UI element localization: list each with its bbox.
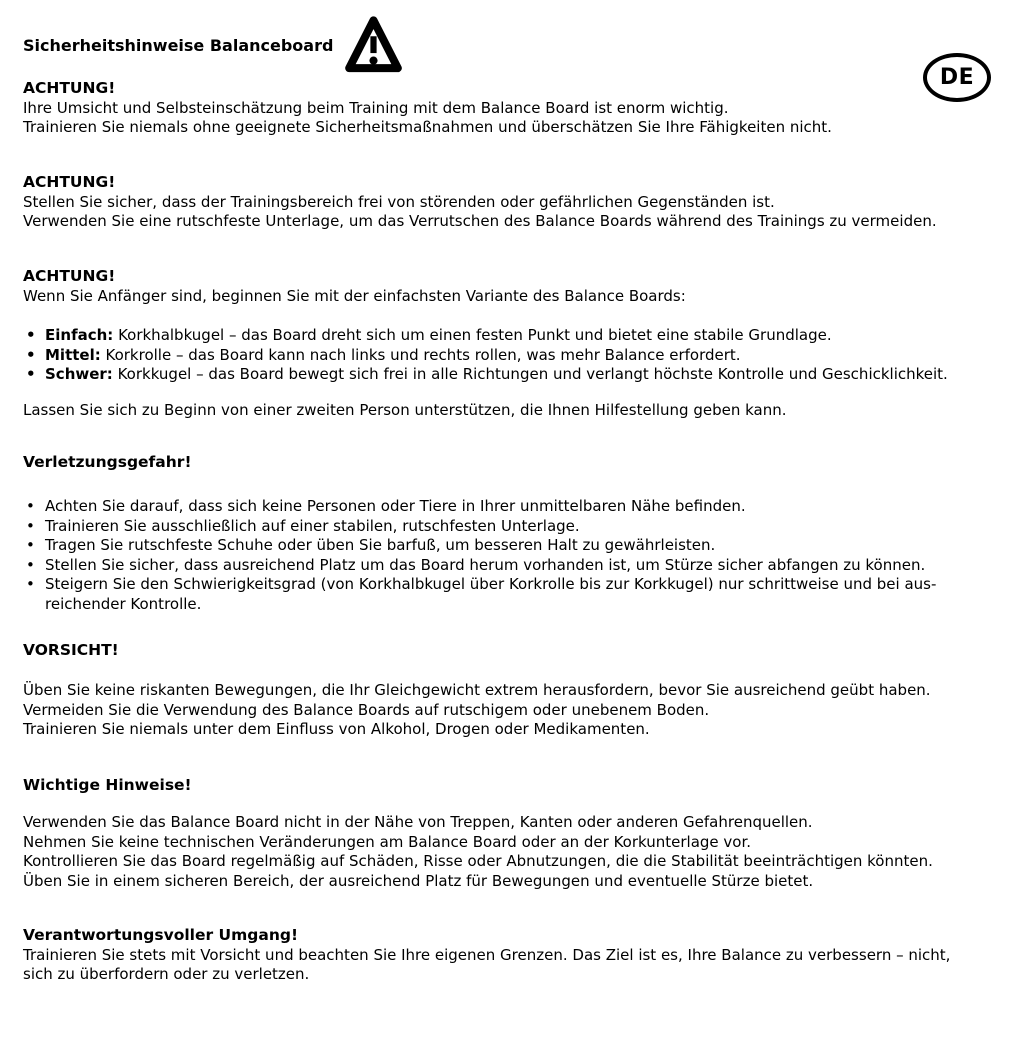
section-heading: ACHTUNG! [23, 173, 116, 191]
section-vorsicht [23, 641, 1029, 740]
list-item-text: Korkrolle – das Board kann nach links und rechts rollen, was mehr Balance erfordert. [100, 345, 741, 364]
difficulty-list [23, 326, 1029, 385]
document-page [0, 15, 1029, 1044]
list-item: • Stellen Sie sicher, dass ausreichend Platz um das Board herum vorhanden ist, um Stürze sicher abfangen zu können. [23, 556, 1029, 576]
section-verantwortungsvoller-umgang [23, 926, 1029, 985]
section-text: Verwenden Sie das Balance Board nicht in der Nähe von Treppen, Kanten oder anderen Gefahrenquellen. Nehmen Sie keine technischen Veränderungen am Balance Board oder an der Korkunterlage vor. Kontrollieren Sie das Board regelmäßig auf Schäden, Risse oder Abnutzungen, die die Stabilität beeinträchtigen könnten. Üben Sie in einem sicheren Bereich, der ausreichend Platz für Bewegungen und eventuelle Stürze bietet. [23, 813, 933, 890]
section-text: Stellen Sie sicher, dass der Trainingsbereich frei von störenden oder gefährlichen Gegenständen ist. Verwenden Sie eine rutschfeste Unterlage, um das Verrutschen des Balance Boards während des Trainings zu vermeiden. [23, 192, 937, 230]
section-text: Üben Sie keine riskanten Bewegungen, die Ihr Gleichgewicht extrem herausfordern, bevor Sie ausreichend geübt haben. Vermeiden Sie die Verwendung des Balance Boards auf rutschigem oder unebenem Boden. Trainieren Sie niemals unter dem Einfluss von Alkohol, Drogen oder Medikamenten. [23, 681, 931, 738]
section-outro: Lassen Sie sich zu Beginn von einer zweiten Person unterstützen, die Ihnen Hilfestellung geben kann. [23, 401, 787, 419]
language-badge [923, 53, 991, 102]
section-achtung-1 [23, 79, 1029, 138]
warning-triangle-icon [345, 15, 402, 77]
list-item-einfach [23, 326, 1029, 346]
section-verletzungsgefahr [23, 453, 1029, 614]
list-item-lead: Schwer: [45, 365, 113, 383]
list-item: • Achten Sie darauf, dass sich keine Personen oder Tiere in Ihrer unmittelbaren Nähe befinden. [23, 497, 1029, 517]
list-item: • Steigern Sie den Schwierigkeitsgrad (von Korkhalbkugel über Korkrolle bis zur Korkkugel) nur schrittweise und bei aus- reichender Kontrolle. [23, 575, 1029, 614]
section-intro: Wenn Sie Anfänger sind, beginnen Sie mit der einfachsten Variante des Balance Boards: [23, 286, 686, 305]
section-heading: Wichtige Hinweise! [23, 776, 192, 794]
list-item-mittel [23, 346, 1029, 366]
section-text: Trainieren Sie stets mit Vorsicht und beachten Sie Ihre eigenen Grenzen. Das Ziel ist es, Ihre Balance zu verbessern – nicht, sich zu überfordern oder zu verletzen. [23, 945, 951, 983]
list-item-lead: Einfach: [45, 326, 114, 344]
list-item: • Trainieren Sie ausschließlich auf einer stabilen, rutschfesten Unterlage. [23, 517, 1029, 537]
page-title: Sicherheitshinweise Balanceboard [23, 36, 334, 56]
document-header [23, 15, 1029, 77]
list-item-lead: Mittel: [45, 345, 101, 364]
section-heading: Verletzungsgefahr! [23, 453, 192, 471]
language-badge-label: DE [939, 64, 975, 90]
list-item: • Tragen Sie rutschfeste Schuhe oder üben Sie barfuß, um besseren Halt zu gewährleisten. [23, 536, 1029, 556]
section-heading: Verantwortungsvoller Umgang! [23, 926, 299, 944]
section-achtung-3 [23, 267, 1029, 421]
section-heading: ACHTUNG! [23, 267, 116, 285]
section-text: Ihre Umsicht und Selbsteinschätzung beim Training mit dem Balance Board ist enorm wichtig. Trainieren Sie niemals ohne geeignete Sicherheitsmaßnahmen und überschätzen Sie Ihre Fähigkeiten nicht. [23, 98, 832, 136]
list-item-text: Korkkugel – das Board bewegt sich frei in alle Richtungen und verlangt höchste Kontrolle und Geschicklichkeit. [112, 365, 948, 383]
list-item-schwer [23, 365, 1029, 385]
section-wichtige-hinweise [23, 776, 1029, 891]
list-item-text: Korkhalbkugel – das Board dreht sich um einen festen Punkt und bietet eine stabile Grundlage. [113, 326, 832, 344]
danger-list [23, 497, 1029, 614]
section-heading: ACHTUNG! [23, 79, 116, 97]
section-heading: VORSICHT! [23, 641, 119, 659]
section-achtung-2 [23, 173, 1029, 232]
